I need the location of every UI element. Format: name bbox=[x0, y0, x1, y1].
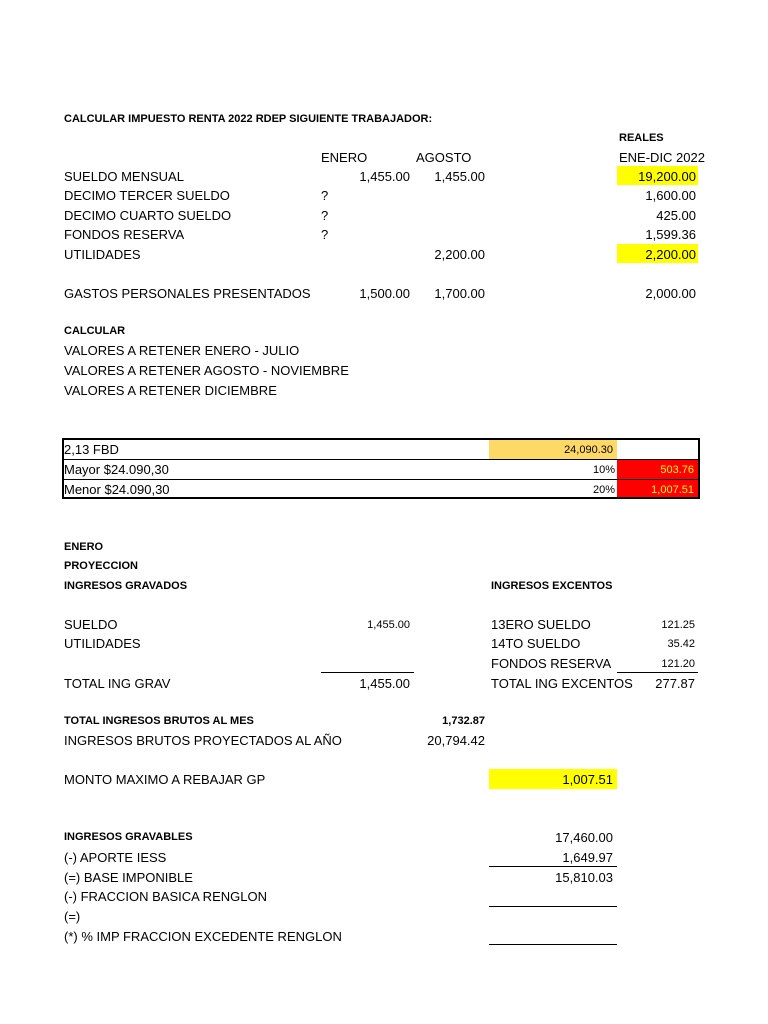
decimo13-value: 121.25 bbox=[661, 619, 695, 631]
fondos-label: FONDOS RESERVA bbox=[491, 656, 612, 671]
monto-value: 1,007.51 bbox=[562, 772, 613, 787]
fraccion-underline bbox=[489, 906, 617, 907]
row-enero: ? bbox=[321, 188, 329, 203]
fbd-pct: 20% bbox=[592, 484, 615, 496]
total-exc-value: 277.87 bbox=[655, 676, 695, 691]
row-label: FONDOS RESERVA bbox=[64, 227, 185, 242]
calcular-item: VALORES A RETENER DICIEMBRE bbox=[64, 383, 277, 398]
igual-label: (=) bbox=[64, 909, 81, 924]
col-header-reales: REALES bbox=[619, 132, 664, 144]
brutos-anio-label: INGRESOS BRUTOS PROYECTADOS AL AÑO bbox=[64, 733, 342, 748]
gastos-label: GASTOS PERSONALES PRESENTADOS bbox=[64, 286, 311, 301]
fbd-label: Menor $24.090,30 bbox=[64, 482, 170, 497]
aporte-value: 1,649.97 bbox=[562, 850, 613, 865]
ing-grav-title: INGRESOS GRAVADOS bbox=[64, 580, 188, 592]
row-label: SUELDO MENSUAL bbox=[64, 169, 184, 184]
row-reales: 425.00 bbox=[656, 208, 696, 223]
imp-underline bbox=[489, 944, 617, 945]
row-label: UTILIDADES bbox=[64, 247, 141, 262]
calcular-item: VALORES A RETENER AGOSTO - NOVIEMBRE bbox=[64, 363, 349, 378]
monto-label: MONTO MAXIMO A REBAJAR GP bbox=[64, 772, 266, 787]
total-exc-label: TOTAL ING EXCENTOS bbox=[491, 676, 633, 691]
fbd-value: 24,090.30 bbox=[564, 444, 613, 456]
row-label: DECIMO CUARTO SUELDO bbox=[64, 208, 232, 223]
gastos-reales: 2,000.00 bbox=[645, 286, 696, 301]
ing-exc-title: INGRESOS EXCENTOS bbox=[491, 580, 613, 592]
fbd-value: 1,007.51 bbox=[651, 484, 694, 496]
fbd-row-separator bbox=[62, 459, 700, 460]
total-grav-underline bbox=[321, 672, 414, 673]
row-enero: 1,455.00 bbox=[359, 169, 410, 184]
fbd-label: Mayor $24.090,30 bbox=[64, 462, 169, 477]
proyeccion-title: PROYECCION bbox=[64, 560, 138, 572]
gravables-title: INGRESOS GRAVABLES bbox=[64, 831, 193, 843]
row-agosto: 1,455.00 bbox=[434, 169, 485, 184]
gastos-agosto: 1,700.00 bbox=[434, 286, 485, 301]
decimo14-label: 14TO SUELDO bbox=[491, 636, 581, 651]
imp-label: (*) % IMP FRACCION EXCEDENTE RENGLON bbox=[64, 929, 342, 944]
aporte-label: (-) APORTE IESS bbox=[64, 850, 167, 865]
row-enero: ? bbox=[321, 227, 329, 242]
row-label: DECIMO TERCER SUELDO bbox=[64, 188, 230, 203]
decimo14-value: 35.42 bbox=[667, 638, 695, 650]
sueldo-value: 1,455.00 bbox=[367, 619, 410, 631]
decimo13-label: 13ERO SUELDO bbox=[491, 617, 591, 632]
page-title: CALCULAR IMPUESTO RENTA 2022 RDEP SIGUIENTE TRABAJADOR: bbox=[64, 113, 433, 125]
row-reales: 19,200.00 bbox=[638, 169, 696, 184]
fbd-row-separator bbox=[62, 479, 700, 480]
utilidades-label: UTILIDADES bbox=[64, 636, 141, 651]
sueldo-label: SUELDO bbox=[64, 617, 118, 632]
brutos-mes-label: TOTAL INGRESOS BRUTOS AL MES bbox=[64, 715, 254, 727]
fraccion-label: (-) FRACCION BASICA RENGLON bbox=[64, 889, 267, 904]
calcular-item: VALORES A RETENER ENERO - JULIO bbox=[64, 343, 300, 358]
enero-title: ENERO bbox=[64, 541, 104, 553]
col-header-enedic: ENE-DIC 2022 bbox=[619, 150, 705, 165]
row-reales: 1,600.00 bbox=[645, 188, 696, 203]
gravables-value: 17,460.00 bbox=[555, 830, 613, 845]
base-value: 15,810.03 bbox=[555, 870, 613, 885]
brutos-anio-value: 20,794.42 bbox=[427, 733, 485, 748]
row-agosto: 2,200.00 bbox=[434, 247, 485, 262]
total-grav-label: TOTAL ING GRAV bbox=[64, 676, 171, 691]
fondos-value: 121.20 bbox=[661, 658, 695, 670]
gastos-enero: 1,500.00 bbox=[359, 286, 410, 301]
aporte-underline bbox=[489, 866, 617, 867]
row-reales: 2,200.00 bbox=[645, 247, 696, 262]
fbd-label: 2,13 FBD bbox=[64, 442, 119, 457]
fbd-pct: 10% bbox=[592, 464, 615, 476]
row-reales: 1,599.36 bbox=[645, 227, 696, 242]
row-enero: ? bbox=[321, 208, 329, 223]
fbd-value: 503.76 bbox=[660, 464, 694, 476]
col-header-enero: ENERO bbox=[321, 150, 368, 165]
total-exc-underline bbox=[617, 672, 698, 673]
total-grav-value: 1,455.00 bbox=[359, 676, 410, 691]
calcular-title: CALCULAR bbox=[64, 325, 126, 337]
base-label: (=) BASE IMPONIBLE bbox=[64, 870, 193, 885]
col-header-agosto: AGOSTO bbox=[416, 150, 472, 165]
brutos-mes-value: 1,732.87 bbox=[442, 715, 485, 727]
